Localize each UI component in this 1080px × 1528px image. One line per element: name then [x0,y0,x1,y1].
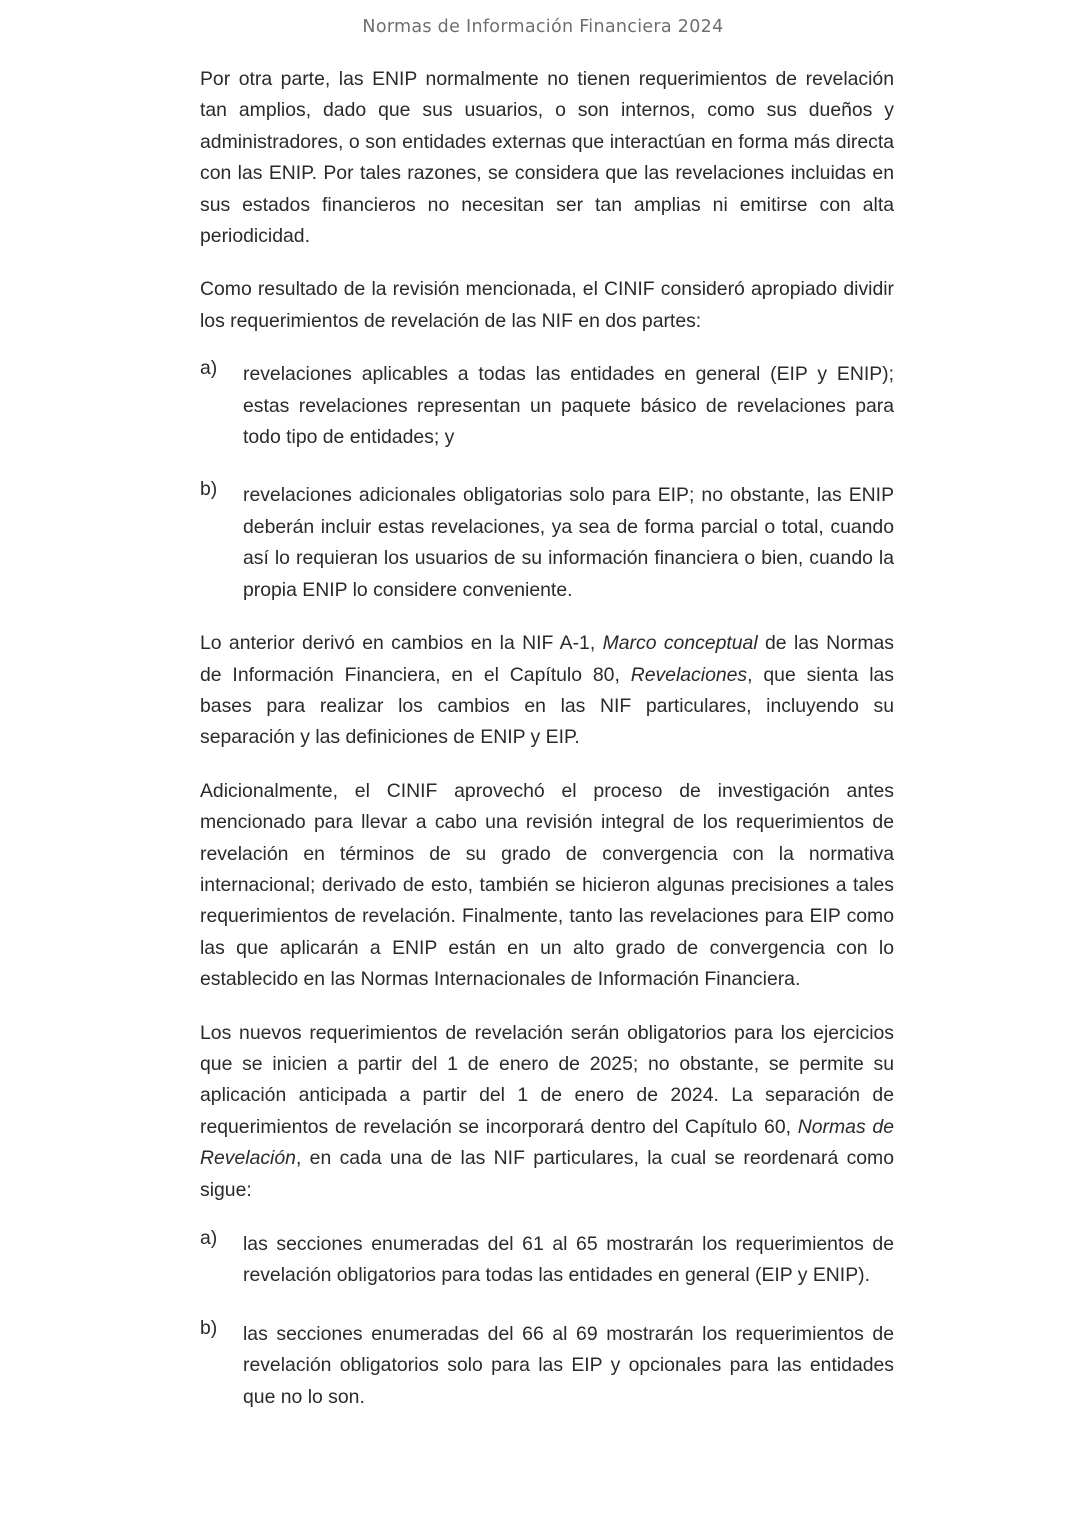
italic-title-normas-de-revelacion: Normas de Revelación [200,1115,894,1170]
paragraph-integral-review: Adicionalmente, el CINIF aprovechó el proceso de investigación antes mencionado para llevar a cabo una revisión integral de los requerimientos de revelación en términos de su grado de convergencia con la normativa internacional; derivado de esto, también se hicieron algunas precisiones a tales requerimientos de revelación. Finalmente, tanto las revelaciones para EIP como las que aplicarán a ENIP están en un alto grado de convergencia con lo establecido en las Normas Internacionales de Información Financiera. [200,779,894,991]
list-marker: b) [200,1316,218,1339]
italic-title-revelaciones: Revelaciones [630,663,748,686]
paragraph-effective-dates [200,1018,894,1206]
document-body [200,64,894,1413]
text-segment: Los nuevos requerimientos de revelación serán obligatorios para los ejercicios que se inicien a partir del 1 de enero de 2025; no obstante, se permite su aplicación anticipada a partir del 1 de enero de 2024. La separación de requerimientos de revelación se incorporará dentro del Capítulo 60, [200,1021,894,1138]
text-segment: de las Normas de Información Financiera, en el Capítulo 80, [200,632,894,686]
list-item-text: las secciones enumeradas del 61 al 65 mostrarán los requerimientos de revelación obligatorios para todas las entidades en general (EIP y ENIP). [243,1233,894,1287]
text-segment: , que sienta las bases para realizar los cambios en las NIF particulares, incluyendo su separación y las definiciones de ENIP y EIP. [200,663,894,749]
list-item-a-sections-61-65 [200,1229,894,1292]
list-item-b-additional-disclosures [200,480,894,606]
paragraph-enip-requirements: Por otra parte, las ENIP normalmente no tienen requerimientos de revelación tan amplios, dado que sus usuarios, o son internos, como sus dueños y administradores, o son entidades externas que interactúan en forma más directa con las ENIP. Por tales razones, se considera que las revelaciones incluidas en sus estados financieros no necesitan ser tan amplias ni emitirse con alta periodicidad. [200,68,894,248]
list-item-text: revelaciones aplicables a todas las entidades en general (EIP y ENIP); estas revelaciones representan un paquete básico de revelaciones para todo tipo de entidades; y [243,363,894,449]
list-item-text: las secciones enumeradas del 66 al 69 mostrarán los requerimientos de revelación obligatorios solo para las EIP y opcionales para las entidades que no lo son. [243,1322,894,1408]
italic-title-marco-conceptual: Marco conceptual [602,632,758,655]
text-segment: Lo anterior derivó en cambios en la NIF A-1, [200,632,603,655]
list-marker: a) [200,1227,218,1249]
list-item-a-general-disclosures [200,359,894,453]
list-item-b-sections-66-69 [200,1316,894,1413]
list-marker: a) [200,357,218,380]
paragraph-cinif-division: Como resultado de la revisión mencionada, el CINIF consideró apropiado dividir los requerimientos de revelación de las NIF en dos partes: [200,278,894,332]
paragraph-nif-a1-changes [200,628,894,754]
page-header-title: Normas de Información Financiera 2024 [362,17,724,37]
list-item-text: revelaciones adicionales obligatorias solo para EIP; no obstante, las ENIP deberán incluir estas revelaciones, ya sea de forma parcial o total, cuando así lo requieran los usuarios de su información financiera o bien, cuando la propia ENIP lo considere conveniente. [243,484,894,601]
list-marker: b) [200,478,218,501]
text-segment: , en cada una de las NIF particulares, la cual se reordenará como sigue: [200,1147,894,1201]
